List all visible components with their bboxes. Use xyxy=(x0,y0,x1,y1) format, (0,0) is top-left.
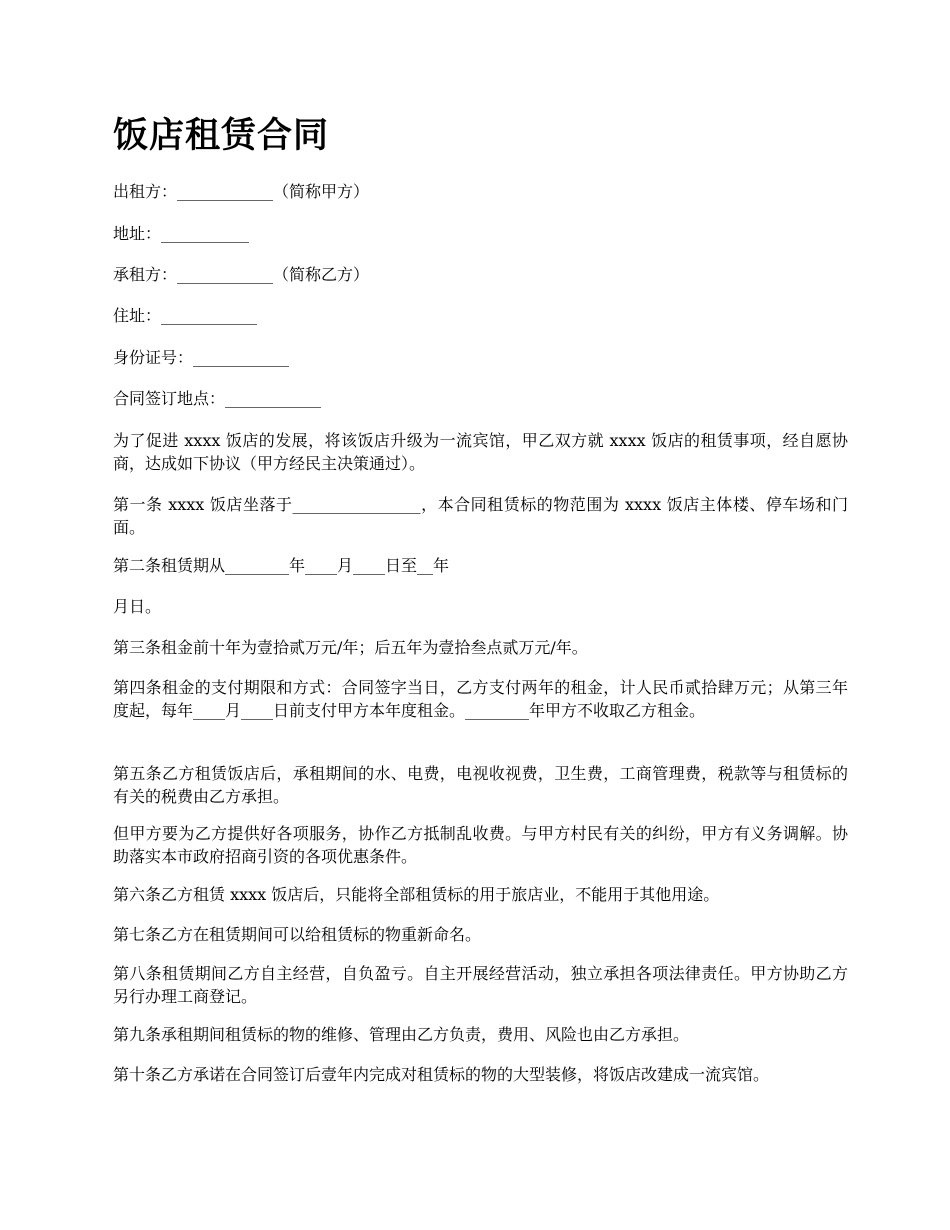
article-5-continued: 但甲方要为乙方提供好各项服务，协作乙方抵制乱收费。与甲方村民有关的纠纷，甲方有义务调解。协助落实本市政府招商引资的各项优惠条件。 xyxy=(113,824,848,866)
lessor-line: 出租方：____________（简称甲方） xyxy=(113,182,370,201)
id-number-line: 身份证号：____________ xyxy=(113,348,290,367)
article-2-continued: 月日。 xyxy=(113,597,162,616)
article-4: 第四条租金的支付期限和方式：合同签字当日，乙方支付两年的租金，计人民币贰拾肆万元；从第三年度起，每年____月____日前支付甲方本年度租金。________年甲方不收取乙方租金。 xyxy=(113,678,848,720)
lessee-address-line: 住址：____________ xyxy=(113,306,258,325)
lessee-line: 承租方：____________（简称乙方） xyxy=(113,265,370,284)
article-6: 第六条乙方租赁 xxxx 饭店后，只能将全部租赁标的用于旅店业，不能用于其他用途。 xyxy=(113,885,720,904)
article-8: 第八条租赁期间乙方自主经营，自负盈亏。自主开展经营活动，独立承担各项法律责任。甲方协助乙方另行办理工商登记。 xyxy=(113,964,848,1006)
article-1: 第一条 xxxx 饭店坐落于________________，本合同租赁标的物范围为 xxxx 饭店主体楼、停车场和门面。 xyxy=(113,495,848,537)
article-10: 第十条乙方承诺在合同签订后壹年内完成对租赁标的物的大型装修，将饭店改建成一流宾馆。 xyxy=(113,1065,770,1084)
preamble-paragraph: 为了促进 xxxx 饭店的发展，将该饭店升级为一流宾馆，甲乙双方就 xxxx 饭店的租赁事项，经自愿协商，达成如下协议（甲方经民主决策通过）。 xyxy=(113,431,848,473)
lessor-address-line: 地址：___________ xyxy=(113,224,250,243)
article-7: 第七条乙方在租赁期间可以给租赁标的物重新命名。 xyxy=(113,925,482,944)
article-5: 第五条乙方租赁饭店后，承租期间的水、电费，电视收视费，卫生费，工商管理费，税款等与租赁标的有关的税费由乙方承担。 xyxy=(113,764,848,806)
article-2: 第二条租赁期从________年____月____日至__年 xyxy=(113,556,450,575)
article-9: 第九条承租期间租赁标的物的维修、管理由乙方负责，费用、风险也由乙方承担。 xyxy=(113,1025,690,1044)
signing-place-line: 合同签订地点：____________ xyxy=(113,389,322,408)
document-title: 饭店租赁合同 xyxy=(113,115,330,156)
article-3: 第三条租金前十年为壹拾贰万元/年；后五年为壹拾叁点贰万元/年。 xyxy=(113,638,588,657)
